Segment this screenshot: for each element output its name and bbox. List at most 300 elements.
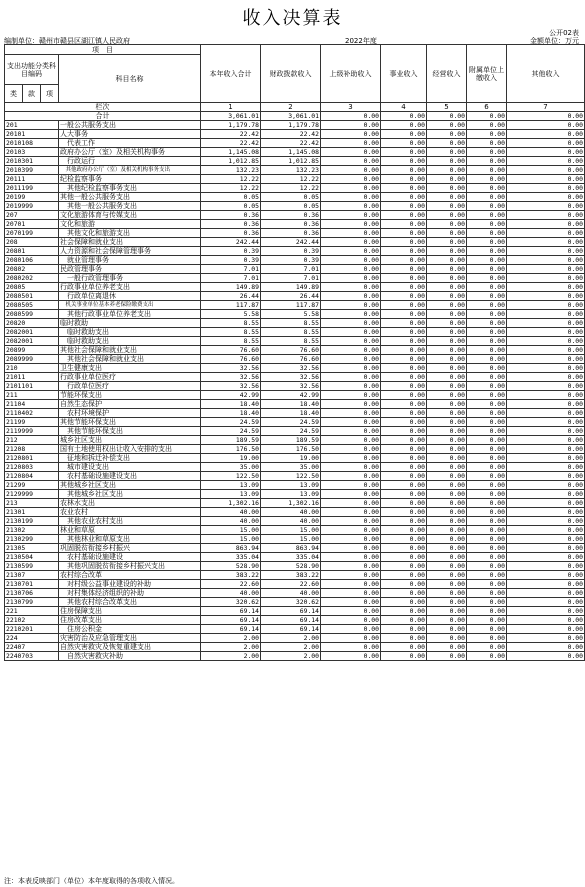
row-zero-value: 0.00 <box>321 373 381 382</box>
row-fiscal-income: 8.55 <box>261 328 321 337</box>
row-zero-value: 0.00 <box>507 202 585 211</box>
row-zero-value: 0.00 <box>427 364 467 373</box>
row-zero-value: 0.00 <box>507 175 585 184</box>
table-row <box>5 409 585 418</box>
row-zero-value: 0.00 <box>467 175 507 184</box>
row-code: 2011199 <box>5 184 59 193</box>
row-name: 文化和旅游 <box>59 220 201 229</box>
row-zero-value: 0.00 <box>427 229 467 238</box>
row-zero-value: 0.00 <box>507 148 585 157</box>
row-zero-value: 0.00 <box>427 544 467 553</box>
row-code: 2119999 <box>5 427 59 436</box>
row-zero-value: 0.00 <box>467 445 507 454</box>
table-row <box>5 481 585 490</box>
row-zero-value: 0.00 <box>467 121 507 130</box>
row-name: 征地和拆迁补偿支出 <box>59 454 201 463</box>
table-row <box>5 148 585 157</box>
row-total-income: 0.39 <box>201 247 261 256</box>
row-zero-value: 0.00 <box>427 553 467 562</box>
row-fiscal-income: 1,145.08 <box>261 148 321 157</box>
row-code: 2120801 <box>5 454 59 463</box>
row-name: 其他节能环保支出 <box>59 418 201 427</box>
row-zero-value: 0.00 <box>381 328 427 337</box>
table-row <box>5 418 585 427</box>
row-zero-value: 0.00 <box>507 157 585 166</box>
row-zero-value: 0.00 <box>507 292 585 301</box>
row-zero-value: 0.00 <box>381 211 427 220</box>
row-zero-value: 0.00 <box>507 256 585 265</box>
row-name: 行政事业单位医疗 <box>59 373 201 382</box>
row-zero-value: 0.00 <box>427 220 467 229</box>
row-zero-value: 0.00 <box>507 634 585 643</box>
row-fiscal-income: 40.00 <box>261 589 321 598</box>
row-zero-value: 0.00 <box>507 481 585 490</box>
row-total-income: 40.00 <box>201 589 261 598</box>
row-name: 政府办公厅（室）及相关机构事务 <box>59 148 201 157</box>
row-zero-value: 0.00 <box>321 355 381 364</box>
row-fiscal-income: 2.00 <box>261 634 321 643</box>
row-zero-value: 0.00 <box>427 355 467 364</box>
row-zero-value: 0.00 <box>381 454 427 463</box>
row-fiscal-income: 26.44 <box>261 292 321 301</box>
row-code: 2130706 <box>5 589 59 598</box>
row-name: 农村基础设施建设 <box>59 553 201 562</box>
row-code: 212 <box>5 436 59 445</box>
row-code: 201 <box>5 121 59 130</box>
row-total-income: 7.01 <box>201 265 261 274</box>
row-zero-value: 0.00 <box>467 643 507 652</box>
row-zero-value: 0.00 <box>321 391 381 400</box>
row-zero-value: 0.00 <box>381 427 427 436</box>
row-zero-value: 0.00 <box>507 229 585 238</box>
row-total-income: 22.60 <box>201 580 261 589</box>
row-zero-value: 0.00 <box>467 292 507 301</box>
table-row <box>5 328 585 337</box>
row-zero-value: 0.00 <box>381 508 427 517</box>
row-zero-value: 0.00 <box>321 616 381 625</box>
row-zero-value: 0.00 <box>507 472 585 481</box>
row-zero-value: 0.00 <box>507 382 585 391</box>
row-zero-value: 0.00 <box>427 301 467 310</box>
colnum: 1 <box>201 103 261 112</box>
row-zero-value: 0.00 <box>321 508 381 517</box>
table-row <box>5 598 585 607</box>
row-zero-value: 0.00 <box>321 580 381 589</box>
row-fiscal-income: 1,302.16 <box>261 499 321 508</box>
row-zero-value: 0.00 <box>427 391 467 400</box>
row-zero-value: 0.00 <box>321 418 381 427</box>
row-name: 卫生健康支出 <box>59 364 201 373</box>
colnum: 2 <box>261 103 321 112</box>
row-zero-value: 0.00 <box>507 283 585 292</box>
row-zero-value: 0.00 <box>507 544 585 553</box>
row-total-income: 0.36 <box>201 229 261 238</box>
row-code: 2080501 <box>5 292 59 301</box>
row-zero-value: 0.00 <box>381 472 427 481</box>
row-zero-value: 0.00 <box>467 535 507 544</box>
row-zero-value: 0.00 <box>381 337 427 346</box>
row-zero-value: 0.00 <box>467 517 507 526</box>
row-total-income: 0.05 <box>201 193 261 202</box>
row-fiscal-income: 15.00 <box>261 526 321 535</box>
row-zero-value: 0.00 <box>321 454 381 463</box>
row-zero-value: 0.00 <box>321 652 381 661</box>
row-total-income: 1,145.08 <box>201 148 261 157</box>
row-zero-value: 0.00 <box>507 337 585 346</box>
row-code: 2130299 <box>5 535 59 544</box>
row-zero-value: 0.00 <box>381 418 427 427</box>
row-total-income: 0.36 <box>201 220 261 229</box>
row-fiscal-income: 0.36 <box>261 211 321 220</box>
row-fiscal-income: 528.90 <box>261 562 321 571</box>
row-code: 2129999 <box>5 490 59 499</box>
row-code: 211 <box>5 391 59 400</box>
row-fiscal-income: 383.22 <box>261 571 321 580</box>
table-row <box>5 139 585 148</box>
row-zero-value: 0.00 <box>381 355 427 364</box>
table-row <box>5 238 585 247</box>
row-code: 20820 <box>5 319 59 328</box>
row-name: 其他农业农村支出 <box>59 517 201 526</box>
row-code: 2080106 <box>5 256 59 265</box>
row-zero-value: 0.00 <box>321 157 381 166</box>
row-total-income: 26.44 <box>201 292 261 301</box>
row-zero-value: 0.00 <box>381 571 427 580</box>
row-zero-value: 0.00 <box>467 580 507 589</box>
row-zero-value: 0.00 <box>467 589 507 598</box>
row-zero-value: 0.00 <box>507 139 585 148</box>
row-fiscal-income: 1,012.85 <box>261 157 321 166</box>
row-name: 行政事业单位养老支出 <box>59 283 201 292</box>
row-zero-value: 0.00 <box>467 220 507 229</box>
row-zero-value: 0.00 <box>427 490 467 499</box>
row-total-income: 24.59 <box>201 418 261 427</box>
row-name: 农村基础设施建设支出 <box>59 472 201 481</box>
row-total-income: 2.00 <box>201 634 261 643</box>
row-zero-value: 0.00 <box>467 490 507 499</box>
row-zero-value: 0.00 <box>467 211 507 220</box>
row-code: 21199 <box>5 418 59 427</box>
row-zero-value: 0.00 <box>381 148 427 157</box>
row-zero-value: 0.00 <box>427 463 467 472</box>
table-row <box>5 220 585 229</box>
row-zero-value: 0.00 <box>381 274 427 283</box>
total-value: 0.00 <box>427 112 467 121</box>
row-total-income: 0.05 <box>201 202 261 211</box>
row-zero-value: 0.00 <box>427 427 467 436</box>
row-code: 21299 <box>5 481 59 490</box>
row-code: 22407 <box>5 643 59 652</box>
row-zero-value: 0.00 <box>467 652 507 661</box>
header-subject-name: 科目名称 <box>59 55 201 103</box>
row-zero-value: 0.00 <box>381 634 427 643</box>
row-code: 20199 <box>5 193 59 202</box>
row-zero-value: 0.00 <box>381 499 427 508</box>
row-zero-value: 0.00 <box>321 634 381 643</box>
row-zero-value: 0.00 <box>381 130 427 139</box>
row-zero-value: 0.00 <box>381 265 427 274</box>
row-zero-value: 0.00 <box>467 499 507 508</box>
row-zero-value: 0.00 <box>507 409 585 418</box>
table-row <box>5 490 585 499</box>
row-code: 20111 <box>5 175 59 184</box>
row-zero-value: 0.00 <box>427 634 467 643</box>
row-zero-value: 0.00 <box>381 400 427 409</box>
colnum: 4 <box>381 103 427 112</box>
row-name: 农村环境保护 <box>59 409 201 418</box>
row-code: 20899 <box>5 346 59 355</box>
table-row <box>5 400 585 409</box>
row-fiscal-income: 12.22 <box>261 175 321 184</box>
row-zero-value: 0.00 <box>507 391 585 400</box>
row-zero-value: 0.00 <box>321 436 381 445</box>
row-fiscal-income: 69.14 <box>261 607 321 616</box>
row-zero-value: 0.00 <box>321 337 381 346</box>
row-zero-value: 0.00 <box>467 256 507 265</box>
row-zero-value: 0.00 <box>507 643 585 652</box>
total-value: 0.00 <box>321 112 381 121</box>
row-zero-value: 0.00 <box>507 526 585 535</box>
row-code: 2010399 <box>5 166 59 175</box>
table-row <box>5 535 585 544</box>
row-fiscal-income: 40.00 <box>261 517 321 526</box>
row-zero-value: 0.00 <box>321 148 381 157</box>
header-func-code: 支出功能分类科目编码 <box>5 55 59 85</box>
row-zero-value: 0.00 <box>427 535 467 544</box>
row-total-income: 24.59 <box>201 427 261 436</box>
row-zero-value: 0.00 <box>507 535 585 544</box>
row-zero-value: 0.00 <box>321 175 381 184</box>
row-code: 21011 <box>5 373 59 382</box>
row-zero-value: 0.00 <box>467 229 507 238</box>
row-zero-value: 0.00 <box>321 571 381 580</box>
table-row <box>5 166 585 175</box>
row-zero-value: 0.00 <box>467 373 507 382</box>
row-code: 2130504 <box>5 553 59 562</box>
row-total-income: 76.60 <box>201 355 261 364</box>
row-zero-value: 0.00 <box>381 220 427 229</box>
row-fiscal-income: 0.39 <box>261 256 321 265</box>
row-zero-value: 0.00 <box>467 265 507 274</box>
row-fiscal-income: 24.59 <box>261 427 321 436</box>
row-total-income: 8.55 <box>201 337 261 346</box>
row-zero-value: 0.00 <box>467 436 507 445</box>
row-zero-value: 0.00 <box>427 571 467 580</box>
row-zero-value: 0.00 <box>381 652 427 661</box>
row-zero-value: 0.00 <box>321 301 381 310</box>
row-zero-value: 0.00 <box>321 490 381 499</box>
row-zero-value: 0.00 <box>321 247 381 256</box>
row-fiscal-income: 7.01 <box>261 265 321 274</box>
header-c6: 附属单位上缴收入 <box>467 45 507 103</box>
row-zero-value: 0.00 <box>427 481 467 490</box>
row-zero-value: 0.00 <box>427 328 467 337</box>
row-zero-value: 0.00 <box>381 526 427 535</box>
row-code: 210 <box>5 364 59 373</box>
table-row <box>5 427 585 436</box>
row-name: 其他社会保障和就业支出 <box>59 355 201 364</box>
row-name: 其他城乡社区支出 <box>59 490 201 499</box>
row-total-income: 117.87 <box>201 301 261 310</box>
header-kuan: 款 <box>23 85 41 103</box>
row-zero-value: 0.00 <box>507 436 585 445</box>
table-row <box>5 571 585 580</box>
row-fiscal-income: 117.87 <box>261 301 321 310</box>
total-value: 0.00 <box>467 112 507 121</box>
row-code: 20801 <box>5 247 59 256</box>
row-name: 一般行政管理事务 <box>59 274 201 283</box>
row-zero-value: 0.00 <box>427 166 467 175</box>
table-row <box>5 265 585 274</box>
row-zero-value: 0.00 <box>507 598 585 607</box>
row-zero-value: 0.00 <box>381 166 427 175</box>
row-name: 临时救助支出 <box>59 337 201 346</box>
row-zero-value: 0.00 <box>321 589 381 598</box>
row-zero-value: 0.00 <box>467 166 507 175</box>
row-zero-value: 0.00 <box>467 508 507 517</box>
row-fiscal-income: 40.00 <box>261 508 321 517</box>
row-zero-value: 0.00 <box>507 130 585 139</box>
row-code: 20701 <box>5 220 59 229</box>
row-name: 住房公积金 <box>59 625 201 634</box>
row-fiscal-income: 24.59 <box>261 418 321 427</box>
row-zero-value: 0.00 <box>427 283 467 292</box>
row-name: 农林水支出 <box>59 499 201 508</box>
row-code: 21208 <box>5 445 59 454</box>
table-row <box>5 472 585 481</box>
table-row <box>5 130 585 139</box>
row-name: 其他纪检监察事务支出 <box>59 184 201 193</box>
table-row <box>5 301 585 310</box>
row-zero-value: 0.00 <box>321 211 381 220</box>
row-zero-value: 0.00 <box>381 445 427 454</box>
row-total-income: 35.00 <box>201 463 261 472</box>
row-zero-value: 0.00 <box>321 499 381 508</box>
row-code: 2080202 <box>5 274 59 283</box>
row-fiscal-income: 189.59 <box>261 436 321 445</box>
header-item: 项 目 <box>5 45 201 55</box>
header-c4: 事业收入 <box>381 45 427 103</box>
table-row <box>5 445 585 454</box>
table-row <box>5 121 585 130</box>
total-value: 0.00 <box>507 112 585 121</box>
row-zero-value: 0.00 <box>427 436 467 445</box>
row-zero-value: 0.00 <box>321 328 381 337</box>
row-total-income: 1,012.85 <box>201 157 261 166</box>
row-zero-value: 0.00 <box>321 544 381 553</box>
row-zero-value: 0.00 <box>321 517 381 526</box>
row-code: 207 <box>5 211 59 220</box>
row-zero-value: 0.00 <box>467 382 507 391</box>
row-zero-value: 0.00 <box>467 571 507 580</box>
row-zero-value: 0.00 <box>381 157 427 166</box>
row-zero-value: 0.00 <box>467 157 507 166</box>
org-label: 编制单位：赣州市赣县区湖江镇人民政府 <box>4 37 130 45</box>
table-row <box>5 616 585 625</box>
row-zero-value: 0.00 <box>381 184 427 193</box>
row-total-income: 7.01 <box>201 274 261 283</box>
row-total-income: 13.09 <box>201 490 261 499</box>
row-zero-value: 0.00 <box>467 130 507 139</box>
row-zero-value: 0.00 <box>381 373 427 382</box>
row-zero-value: 0.00 <box>507 445 585 454</box>
row-zero-value: 0.00 <box>467 337 507 346</box>
row-code: 2130701 <box>5 580 59 589</box>
row-zero-value: 0.00 <box>507 589 585 598</box>
row-zero-value: 0.00 <box>427 625 467 634</box>
row-fiscal-income: 32.56 <box>261 382 321 391</box>
row-total-income: 18.40 <box>201 409 261 418</box>
row-zero-value: 0.00 <box>321 625 381 634</box>
row-zero-value: 0.00 <box>321 130 381 139</box>
row-name: 行政单位离退休 <box>59 292 201 301</box>
row-zero-value: 0.00 <box>321 229 381 238</box>
table-row <box>5 373 585 382</box>
row-zero-value: 0.00 <box>381 598 427 607</box>
row-code: 21305 <box>5 544 59 553</box>
row-zero-value: 0.00 <box>427 211 467 220</box>
table-row <box>5 274 585 283</box>
row-code: 213 <box>5 499 59 508</box>
row-zero-value: 0.00 <box>427 247 467 256</box>
row-zero-value: 0.00 <box>321 265 381 274</box>
row-code: 2010108 <box>5 139 59 148</box>
row-zero-value: 0.00 <box>381 589 427 598</box>
row-total-income: 1,179.78 <box>201 121 261 130</box>
row-zero-value: 0.00 <box>427 643 467 652</box>
row-zero-value: 0.00 <box>507 463 585 472</box>
row-zero-value: 0.00 <box>427 580 467 589</box>
row-fiscal-income: 132.23 <box>261 166 321 175</box>
header-c2: 财政拨款收入 <box>261 45 321 103</box>
row-zero-value: 0.00 <box>321 598 381 607</box>
row-zero-value: 0.00 <box>321 607 381 616</box>
row-total-income: 320.62 <box>201 598 261 607</box>
row-zero-value: 0.00 <box>507 499 585 508</box>
row-code: 2082001 <box>5 337 59 346</box>
row-zero-value: 0.00 <box>321 256 381 265</box>
row-code: 20805 <box>5 283 59 292</box>
table-row <box>5 247 585 256</box>
row-total-income: 32.56 <box>201 382 261 391</box>
row-zero-value: 0.00 <box>467 463 507 472</box>
row-code: 21104 <box>5 400 59 409</box>
row-zero-value: 0.00 <box>381 364 427 373</box>
row-zero-value: 0.00 <box>467 355 507 364</box>
row-zero-value: 0.00 <box>427 607 467 616</box>
row-total-income: 69.14 <box>201 625 261 634</box>
table-row <box>5 310 585 319</box>
row-fiscal-income: 176.50 <box>261 445 321 454</box>
page-title: 收入决算表 <box>242 8 343 29</box>
table-row <box>5 526 585 535</box>
row-fiscal-income: 1,179.78 <box>261 121 321 130</box>
row-fiscal-income: 2.00 <box>261 643 321 652</box>
row-zero-value: 0.00 <box>381 436 427 445</box>
row-total-income: 40.00 <box>201 517 261 526</box>
row-zero-value: 0.00 <box>507 166 585 175</box>
row-name: 民政管理事务 <box>59 265 201 274</box>
row-name: 农业农村 <box>59 508 201 517</box>
row-zero-value: 0.00 <box>427 517 467 526</box>
row-total-income: 8.55 <box>201 328 261 337</box>
row-zero-value: 0.00 <box>507 301 585 310</box>
row-zero-value: 0.00 <box>427 310 467 319</box>
row-zero-value: 0.00 <box>321 121 381 130</box>
row-name: 自然生态保护 <box>59 400 201 409</box>
row-code: 2082001 <box>5 328 59 337</box>
table-row <box>5 184 585 193</box>
